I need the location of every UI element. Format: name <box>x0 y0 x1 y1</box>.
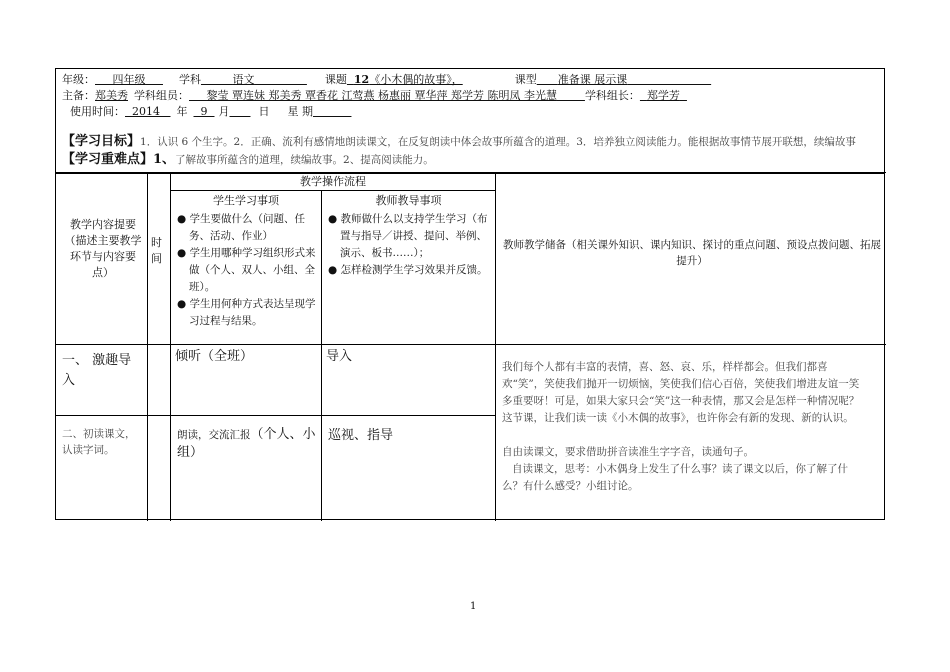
lesson-value: 12《小木偶的故事》， <box>353 73 463 86</box>
row-2-student-cell <box>170 415 322 521</box>
row-1-student-cell <box>170 344 322 416</box>
teacher-item: ● 怎样检测学生学习效果并反馈。 <box>328 264 488 276</box>
lesson-plan-sheet <box>55 68 885 520</box>
reserve-paragraph: 我们每个人都有丰富的表情，喜、怒、哀、乐，样样都会。但我们都喜欢“笑”，笑使我们抛开一切烦恼，笑使我们信心百倍，笑使我们增进友谊一笑多重要呀！可是，如果大家只会“笑”这一种表情，那又会是怎样一种情况呢？这节课，让我们读一读《小木偶的故事》，也许你会有新的发现、新的认识。 <box>502 361 860 424</box>
teacher-item: ● 教师做什么以支持学生学习（布置与指导／讲授、提问、举例、演示、板书……）； <box>328 213 488 259</box>
teacher-header-cell <box>321 190 496 345</box>
type-label: 课型 <box>514 73 537 86</box>
flow-title-cell <box>170 172 496 191</box>
student-item: ● 学生要做什么（问题、任务、活动、作业） <box>177 213 305 242</box>
reserve-paragraph: 自读课文，思考：小木偶身上发生了什么事？读了课文以后，你了解了什么？有什么感受？小组讨论。 <box>502 463 848 492</box>
row-1-time-cell <box>147 344 171 416</box>
student-header-cell <box>170 190 322 345</box>
student-item: ● 学生用哪种学习组织形式来做（个人、双人、小组、全班）。 <box>177 247 316 293</box>
row-2-teacher: 巡视、指导 <box>328 428 394 443</box>
teacher-items <box>328 211 493 279</box>
reserve-content-cell <box>495 344 886 521</box>
host-label: 主备： <box>62 89 95 102</box>
type-value: 准备课 展示课 <box>557 73 628 86</box>
grade-value: 四年级 <box>112 73 146 86</box>
reserve-content <box>502 359 868 495</box>
leader-label: 学科组长： <box>584 89 640 102</box>
row-2-student: 朗读，交流汇报（个人、小组） <box>177 427 316 460</box>
leader-value: 郑学芳 <box>646 89 680 102</box>
grade-label: 年级： <box>62 73 95 86</box>
week-blank <box>313 105 351 118</box>
reserve-header: 教师教学储备（相关课外知识、课内知识、探讨的重点问题、预设点拨问题、拓展提升） <box>503 239 881 267</box>
reserve-header-cell <box>495 172 886 345</box>
row-1-teacher-cell <box>321 344 496 416</box>
header-line-1 <box>62 72 711 88</box>
content-header: 教学内容提要（描述主要教学环节与内容要点） <box>64 218 142 279</box>
date-label: 使用时间： <box>70 105 125 118</box>
day-blank <box>230 105 251 118</box>
week-label: 星 期 <box>287 105 313 118</box>
student-header: 学生学习事项 <box>213 194 279 207</box>
reserve-paragraph: 自由读课文，要求借助拼音读准生字字音，读通句子。 <box>502 446 754 458</box>
goals-text: 1．认识 6 个生字。2．正确、流利有感情地朗读课文，在反复朗读中体会故事所蕴含的道理。3．培养独立阅读能力。能根据故事情节展开联想，续编故事 <box>140 136 856 148</box>
day-unit: 日 <box>258 105 270 118</box>
time-header-cell <box>147 172 171 345</box>
group-members: 黎莹 覃连妹 郑美秀 覃香花 江莺燕 杨惠丽 覃华萍 郑学芳 陈明凤 李光慧 <box>206 89 557 102</box>
flow-title: 教学操作流程 <box>300 175 366 188</box>
student-item: ● 学生用何种方式表达呈现学习过程与结果。 <box>177 298 316 327</box>
lesson-label: 课题 <box>324 73 347 86</box>
subject-label: 学科 <box>178 73 201 86</box>
learning-goals <box>62 133 880 169</box>
key-points-tag: 【学习重难点】1、 <box>62 152 176 167</box>
teacher-header: 教师教导事项 <box>375 194 442 207</box>
student-items <box>177 211 319 330</box>
row-1-teacher: 导入 <box>326 349 353 364</box>
host-value: 郑美秀 <box>95 89 128 102</box>
header-line-2 <box>62 88 687 104</box>
content-header-cell <box>56 172 148 345</box>
group-label: 学科组员： <box>134 89 189 102</box>
row-1-student: 倾听（全班） <box>175 349 254 364</box>
row-1-content-cell <box>56 344 148 416</box>
row-2-content-cell <box>56 415 148 521</box>
row-2-time-cell <box>147 415 171 521</box>
year-value: 2014 <box>132 105 160 118</box>
time-header: 时间 <box>151 236 162 265</box>
goals-tag: 【学习目标】 <box>62 134 141 149</box>
row-1-content: 一、 激趣导入 <box>62 353 132 388</box>
header-block <box>56 69 884 174</box>
row-2-teacher-cell <box>321 415 496 521</box>
year-unit: 年 <box>176 105 188 118</box>
row-2-content: 二、初读课文，认读字词。 <box>62 428 136 456</box>
key-points-text: 了解故事所蕴含的道理，续编故事。2、提高阅读能力。 <box>175 154 434 166</box>
page-number: 1 <box>470 601 477 612</box>
month-value: 9 <box>200 105 208 118</box>
header-line-3 <box>70 104 351 120</box>
subject-value: 语文 <box>232 73 255 86</box>
month-unit: 月 <box>218 105 230 118</box>
